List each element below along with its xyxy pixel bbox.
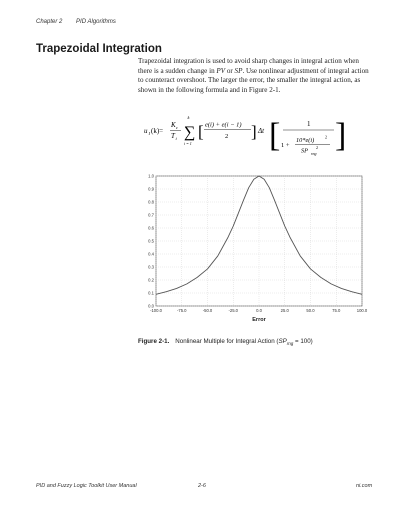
para-text-1: Trapezoidal integration is used to avoid sharp changes in integral action when there is a sudden change in xyxy=(138,57,359,75)
formula-denominator: 2 xyxy=(225,133,229,140)
sum-symbol-icon: ∑ xyxy=(184,124,196,141)
x-tick-label: 100.0 xyxy=(356,308,368,313)
formula-inner-num: 10*e(i) xyxy=(296,137,315,144)
right-bracket: ] xyxy=(251,122,257,141)
y-tick-label: 0.6 xyxy=(148,225,154,231)
caption-text: Nonlinear Multiple for Integral Action ( xyxy=(175,338,279,345)
body-paragraph xyxy=(138,57,370,95)
running-header xyxy=(36,19,128,25)
x-tick-label: 75.0 xyxy=(332,308,341,313)
footer-website: ni.com xyxy=(356,483,373,489)
y-tick-label: 0.7 xyxy=(148,212,154,218)
formula-kc-sub: c xyxy=(176,125,178,130)
x-tick-label: -25.0 xyxy=(228,308,239,313)
caption-sp: SP xyxy=(278,338,287,345)
section-label: PID Algorithms xyxy=(76,19,116,25)
y-tick-label: 0.1 xyxy=(148,290,154,296)
left-bracket: [ xyxy=(198,122,204,141)
x-tick-label: -50.0 xyxy=(202,308,213,313)
pv-term: PV xyxy=(216,66,226,75)
y-tick-label: 0.9 xyxy=(148,186,154,192)
para-text-2: . Use nonlinear adjustment of integral action to counteract overshoot. The larger the error, the smaller the integral action, as shown in the following formula and in Figure 2-1. xyxy=(138,66,369,94)
formula-numerator: e(i) + e(i − 1) xyxy=(205,121,242,129)
para-or: or xyxy=(225,66,235,75)
formula-ti: T xyxy=(171,132,175,140)
y-tick-label: 0.0 xyxy=(148,303,154,309)
x-tick-label: 25.0 xyxy=(280,308,289,313)
formula-inner-num-exp: 2 xyxy=(325,134,327,140)
y-tick-label: 0.3 xyxy=(148,264,154,270)
x-tick-label: -75.0 xyxy=(176,308,187,313)
sum-lower-limit: i = 1 xyxy=(184,141,192,146)
x-tick-label: -100.0 xyxy=(150,308,162,313)
big-left-bracket: [ xyxy=(269,117,281,154)
section-title: Trapezoidal Integration xyxy=(36,43,162,55)
caption-sp-sub: rng xyxy=(286,341,294,347)
y-tick-label: 0.2 xyxy=(148,277,154,283)
formula-inner-den-exp: 2 xyxy=(316,145,318,150)
integral-formula xyxy=(138,112,370,170)
x-tick-label: 0.0 xyxy=(256,308,262,313)
formula-lhs-sub: I xyxy=(148,131,150,136)
formula-lhs: u xyxy=(144,127,148,135)
y-tick-label: 0.8 xyxy=(148,199,154,205)
formula-kc: K xyxy=(171,121,176,129)
formula-ti-sub: i xyxy=(175,136,177,141)
figure-label: Figure 2-1. xyxy=(138,338,170,345)
sp-term: SP xyxy=(234,66,243,75)
formula-inner-den-sub: rng xyxy=(311,151,317,156)
formula-inner-den: SP xyxy=(301,147,308,155)
footer-page-number: 2-6 xyxy=(198,483,206,489)
formula-one-plus: 1 + xyxy=(281,142,290,149)
chapter-label: Chapter 2 xyxy=(36,19,63,25)
y-tick-label: 0.5 xyxy=(148,238,154,244)
x-tick-label: 50.0 xyxy=(306,308,315,313)
formula-lhs-arg: (k)= xyxy=(151,127,164,135)
y-tick-label: 0.4 xyxy=(148,251,154,257)
y-tick-label: 1.0 xyxy=(148,173,154,179)
formula-one: 1 xyxy=(307,120,311,128)
caption-tail: = 100) xyxy=(293,338,313,345)
footer-manual-title: PID and Fuzzy Logic Toolkit User Manual xyxy=(36,483,137,489)
nonlinear-multiple-chart xyxy=(140,170,366,330)
big-right-bracket: ] xyxy=(335,117,347,154)
figure-caption xyxy=(138,338,313,346)
sum-upper-limit: k xyxy=(187,115,190,120)
formula-dt: Δt xyxy=(258,127,265,135)
x-axis-label: Error xyxy=(252,317,266,323)
